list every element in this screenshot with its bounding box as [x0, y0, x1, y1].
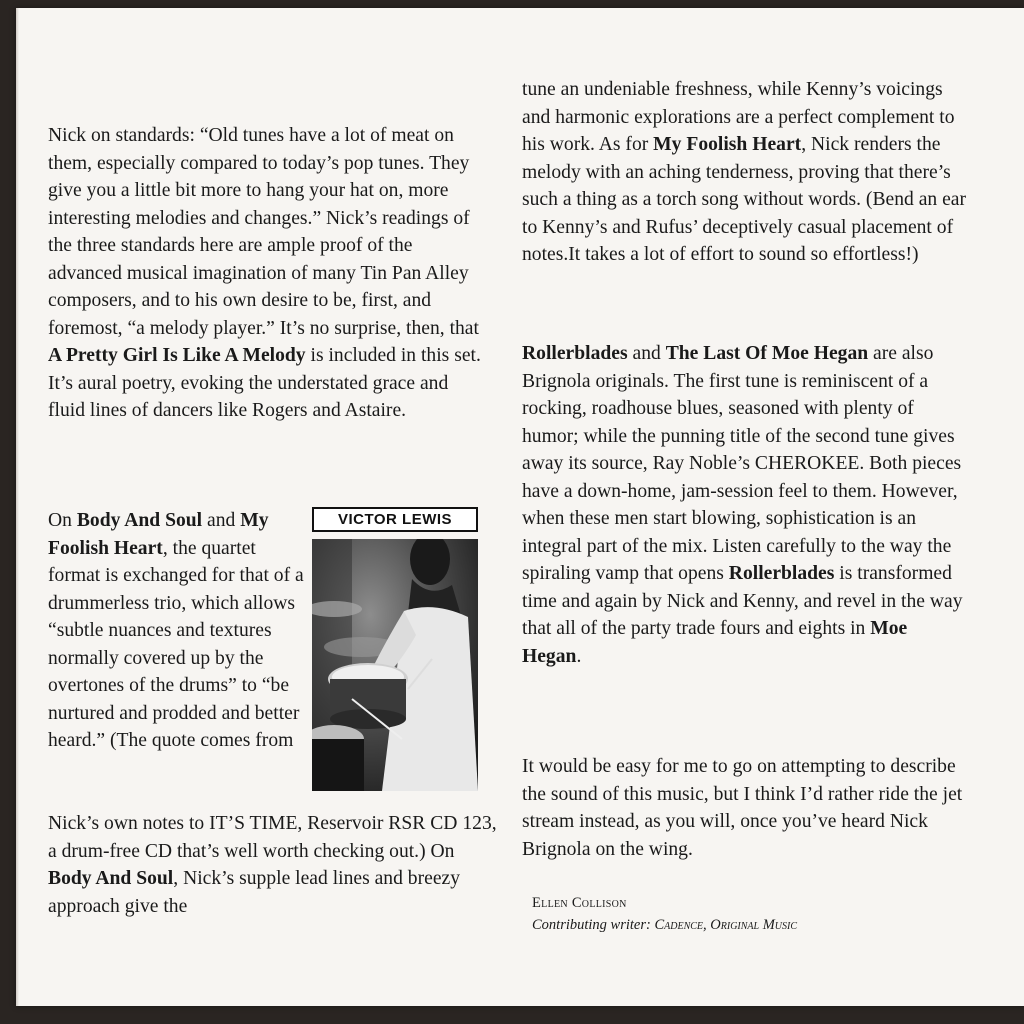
text-run: are also Brignola originals. The first tune is reminiscent of a rocking, roadhouse blues, seasoned with plenty of humor; while the punning title of the second tune gives away its source, Ray Noble’s CHEROKEE. Both pieces have a down-home, jam-session feel to them. However, when these men start blowing, sophistication is an integral part of the mix. Listen carefully to the way the spiraling vamp that opens [522, 343, 962, 584]
victor-lewis-drummer-photo [312, 539, 478, 791]
left-column-quartet-paragraph [48, 507, 308, 755]
role-separator: , [703, 917, 711, 933]
song-title: A Pretty Girl Is Like A Melody [48, 345, 306, 366]
right-column-originals-paragraph [522, 340, 967, 670]
left-column-standards-paragraph [48, 122, 488, 425]
publication-cadence: Cadence [654, 917, 704, 933]
song-title: My Foolish Heart [48, 510, 269, 559]
song-title: Body And Soul [48, 868, 174, 889]
role-prefix: Contributing writer: [532, 917, 655, 933]
paragraph [48, 810, 498, 920]
victor-lewis-photo-block [312, 507, 478, 791]
author-signature [532, 892, 952, 936]
publication-original-music: Original Music [710, 917, 798, 933]
left-column-quote-continuation [48, 810, 498, 920]
paragraph [522, 753, 967, 863]
song-title: My Foolish Heart [653, 134, 802, 155]
text-run: and [627, 343, 666, 364]
photo-caption: VICTOR LEWIS [312, 507, 478, 532]
paragraph [522, 76, 967, 269]
text-run: , the quartet format is exchanged for that of a drummerless trio, which allows “subtle nuances and textures normally covered up by the overtones of the drums” to “be nurtured and prodded and better heard.” (The quote comes from [48, 537, 304, 751]
text-run: On [48, 510, 77, 531]
text-run: Nick’s own notes to IT’S TIME, Reservoir RSR CD 123, a drum-free CD that’s well worth checking out.) On [48, 813, 497, 862]
song-title: Rollerblades [728, 563, 835, 584]
text-run: Nick on standards: “Old tunes have a lot of meat on them, especially compared to today’s pop tunes. They give you a little bit more to hang your hat on, more interesting melodies and changes.” Nick’s readings of the three standards here are ample proof of the advanced musical imagination of many Tin Pan Alley composers, and to his own desire to be, first, and foremost, “a melody player.” It’s no surprise, then, that [48, 125, 479, 339]
text-run: , Nick renders the melody with an aching tenderness, proving that there’s such a thing as a torch song without words. (Bend an ear to Kenny’s and Rufus’ deceptively casual placement of notes.It takes a lot of effort to sound so effortless!) [522, 134, 967, 265]
song-title: Moe Hegan [522, 618, 908, 667]
text-run: and [202, 510, 241, 531]
text-run: , Nick’s supple lead lines and breezy approach give the [48, 868, 461, 917]
paragraph [48, 507, 308, 755]
song-title: The Last Of Moe Hegan [665, 343, 869, 364]
author-name: Ellen Collison [532, 895, 627, 911]
right-column-foolish-heart-paragraph [522, 76, 967, 269]
text-run: . [576, 645, 582, 667]
page-fold-shadow [16, 8, 19, 1006]
liner-notes-page [16, 8, 1024, 1006]
text-run: is included in this set. It’s aural poetry, evoking the understated grace and fluid lines of dancers like Rogers and Astaire. [48, 345, 481, 421]
text-run: It would be easy for me to go on attempting to describe the sound of this music, but I think I’d rather ride the jet stream instead, as you will, once you’ve heard Nick Brignola on the wing. [522, 756, 963, 860]
author-role [532, 914, 952, 936]
text-run: is transformed time and again by Nick and Kenny, and revel in the way that all of the party trade fours and eights in [522, 563, 963, 639]
paragraph [48, 122, 488, 425]
paragraph [522, 340, 967, 670]
right-column-closing-paragraph [522, 753, 967, 863]
text-run: tune an undeniable freshness, while Kenny’s voicings and harmonic explorations are a perfect complement to his work. As for [522, 79, 955, 155]
song-title: Rollerblades [522, 343, 628, 364]
song-title: Body And Soul [76, 510, 203, 531]
